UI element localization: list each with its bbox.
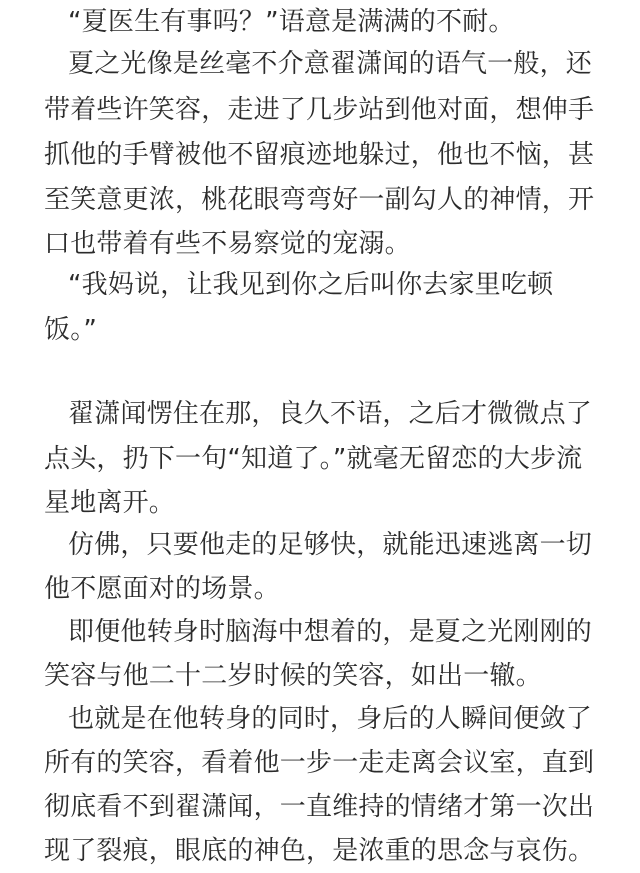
text-line: 即便他转身时脑海中想着的，是夏之光刚刚的 bbox=[68, 617, 593, 647]
text-line: 夏之光像是丝毫不介意翟潇闻的语气一般，还 bbox=[68, 49, 593, 79]
text-line: 仿佛，只要他走的足够快，就能迅速逃离一切 bbox=[68, 530, 593, 560]
text-line: 也就是在他转身的同时，身后的人瞬间便敛了 bbox=[68, 704, 593, 734]
text-line: 抓他的手臂被他不留痕迹地躲过，他也不恼，甚 bbox=[44, 140, 595, 170]
text-line: 点头，扔下一句“知道了。”就毫无留恋的大步流 bbox=[44, 444, 583, 474]
text-line: 笑容与他二十二岁时候的笑容，如出一辙。 bbox=[44, 661, 542, 691]
text-line: 口也带着有些不易察觉的宠溺。 bbox=[44, 229, 411, 259]
text-line: 至笑意更浓，桃花眼弯弯好一副勾人的神情，开 bbox=[44, 185, 595, 215]
text-line: 彻底看不到翟潇闻，一直维持的情绪才第一次出 bbox=[44, 792, 595, 822]
text-line: 带着些许笑容，走进了几步站到他对面，想伸手 bbox=[44, 95, 595, 125]
text-line: 所有的笑容，看着他一步一走走离会议室，直到 bbox=[44, 748, 595, 778]
text-line: 他不愿面对的场景。 bbox=[44, 574, 280, 604]
text-line: “我妈说，让我见到你之后叫你去家里吃顿 bbox=[68, 270, 554, 300]
text-line: “夏医生有事吗？”语意是满满的不耐。 bbox=[68, 7, 515, 37]
text-line: 翟潇闻愣住在那，良久不语，之后才微微点了 bbox=[68, 399, 593, 429]
text-line: 星地离开。 bbox=[44, 488, 176, 518]
text-line: 饭。” bbox=[44, 315, 98, 345]
text-line: 现了裂痕，眼底的神色，是浓重的思念与哀伤。 bbox=[44, 836, 595, 866]
